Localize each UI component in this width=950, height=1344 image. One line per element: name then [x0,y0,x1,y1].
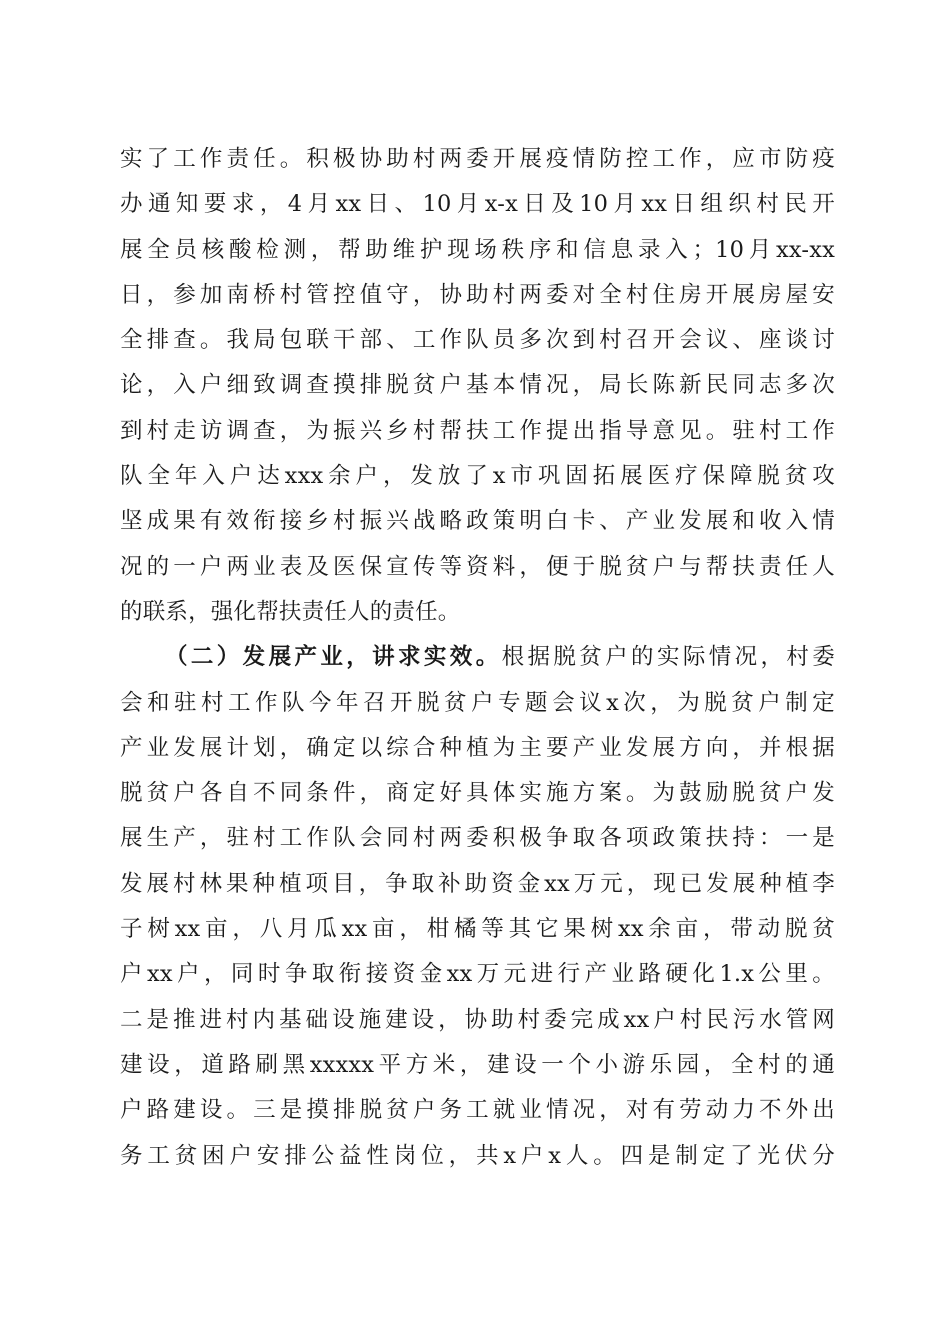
text-line: 建设，道路刷黑xxxxx平方米，建设一个小游乐园，全村的通 [120,1051,835,1078]
section-heading: （二）发展产业，讲求实效。 [165,644,502,671]
text-line: 脱贫户各自不同条件，商定好具体实施方案。为鼓励脱贫户发 [120,780,835,807]
text-line: 二是推进村内基础设施建设，协助村委完成xx户村民污水管网 [120,1006,835,1033]
paragraph-2 [120,635,835,1179]
text-line: 户xx户，同时争取衔接资金xx万元进行产业路硬化1.x公里。 [120,961,835,988]
text-line: 的联系，强化帮扶责任人的责任。 [120,598,461,625]
text-line: 展全员核酸检测，帮助维护现场秩序和信息录入；10月xx-xx [120,236,835,263]
text-line: 坚成果有效衔接乡村振兴战略政策明白卡、产业发展和收入情 [120,508,835,535]
paragraph-1 [120,137,835,635]
text-line: 子树xx亩，八月瓜xx亩，柑橘等其它果树xx余亩，带动脱贫 [120,916,835,943]
text-line: 论，入户细致调查摸排脱贫户基本情况，局长陈新民同志多次 [120,372,835,399]
text-line: 发展村林果种植项目，争取补助资金xx万元，现已发展种植李 [120,870,835,897]
text-line: 产业发展计划，确定以综合种植为主要产业发展方向，并根据 [120,734,835,761]
text-line: 况的一户两业表及医保宣传等资料，便于脱贫户与帮扶责任人 [120,553,835,580]
text-line: 到村走访调查，为振兴乡村帮扶工作提出指导意见。驻村工作 [120,417,835,444]
body-text [120,137,835,1179]
paragraph-first-line [120,635,835,680]
text-line: 户路建设。三是摸排脱贫户务工就业情况，对有劳动力不外出 [120,1097,835,1124]
text-line: 展生产，驻村工作队会同村两委积极争取各项政策扶持：一是 [120,825,835,852]
text-line: 全排查。我局包联干部、工作队员多次到村召开会议、座谈讨 [120,327,835,354]
text-line: 会和驻村工作队今年召开脱贫户专题会议x次，为脱贫户制定 [120,689,835,716]
text-line: 日，参加南桥村管控值守，协助村两委对全村住房开展房屋安 [120,281,835,308]
text-line: 务工贫困户安排公益性岗位，共x户x人。四是制定了光伏分 [120,1142,835,1169]
text-line: 实了工作责任。积极协助村两委开展疫情防控工作，应市防疫 [120,146,835,172]
text-line: 办通知要求，4月xx日、10月x-x日及10月xx日组织村民开 [120,191,835,218]
text-run: 根据脱贫户的实际情况，村委 [501,644,835,671]
text-line: 队全年入户达xxx余户，发放了x市巩固拓展医疗保障脱贫攻 [120,463,835,490]
